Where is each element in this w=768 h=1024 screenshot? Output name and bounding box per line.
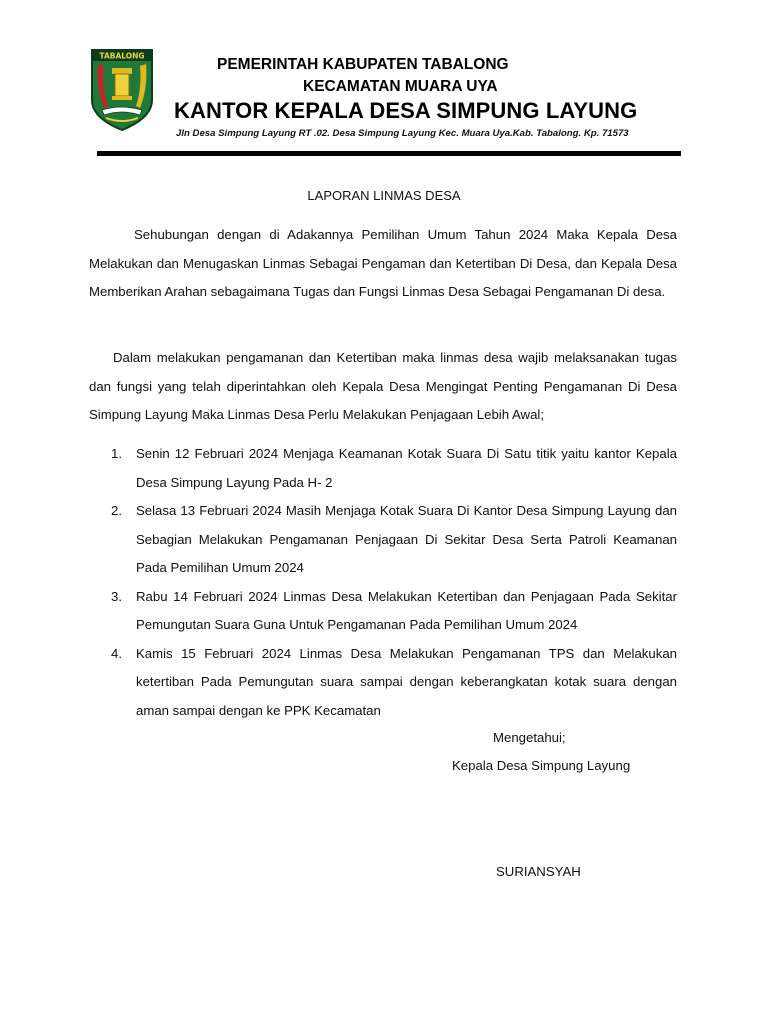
signature-name: SURIANSYAH (496, 864, 581, 879)
paragraph-intro: Sehubungan dengan di Adakannya Pemilihan Umum Tahun 2024 Maka Kepala Desa Melakukan dan Menugaskan Linmas Sebagai Pengaman dan Ketertiban Di Desa, dan Kepala Desa Memberikan Arahan sebagaimana Tugas dan Fungsi Linmas Desa Sebagai Pengamanan Di desa. (89, 227, 677, 299)
list-item (89, 583, 677, 640)
list-item-text: Kamis 15 Februari 2024 Linmas Desa Melakukan Pengamanan TPS dan Melakukan ketertiban Pada Pemungutan suara sampai dengan keberangkatan kotak suara dengan aman sampai dengan ke PPK Kecamatan (136, 645, 677, 718)
list-item-text: Rabu 14 Februari 2024 Linmas Desa Melakukan Ketertiban dan Penjagaan Pada Sekitar Pemungutan Suara Guna Untuk Pengamanan Pada Pemilihan Umum 2024 (136, 588, 677, 632)
list-item (89, 497, 677, 583)
list-item-number: 3. (111, 588, 122, 604)
list-item (89, 640, 677, 726)
signature-position: Kepala Desa Simpung Layung (452, 758, 631, 773)
signature-acknowledged: Mengetahui; (493, 730, 566, 745)
list-item-number: 1. (111, 446, 122, 461)
header-district-name: KECAMATAN MUARA UYA (303, 78, 498, 95)
logo-text: TABALONG (99, 51, 145, 61)
schedule-list (89, 440, 677, 725)
list-item-text: Selasa 13 Februari 2024 Masih Menjaga Kotak Suara Di Kantor Desa Simpung Layung dan Sebagian Melakukan Pengamanan Penjagaan Di Sekitar Desa Serta Patroli Keamanan Pada Pemilihan Umum 2024 (136, 503, 677, 575)
header-office-name: KANTOR KEPALA DESA SIMPUNG LAYUNG (174, 98, 638, 123)
list-item-text: Senin 12 Februari 2024 Menjaga Keamanan Kotak Suara Di Satu titik yaitu kantor Kepala Desa Simpung Layung Pada H- 2 (136, 446, 677, 490)
paragraph-duties: Dalam melakukan pengamanan dan Ketertiban maka linmas desa wajib melaksanakan tugas dan fungsi yang telah diperintahkan oleh Kepala Desa Mengingat Penting Pengamanan Di Desa Simpung Layung Maka Linmas Desa Perlu Melakukan Penjagaan Lebih Awal; (89, 350, 677, 422)
header-address: Jln Desa Simpung Layung RT .02. Desa Simpung Layung Kec. Muara Uya.Kab. Tabalong. Kp. 71573 (176, 128, 629, 139)
tabalong-emblem-logo (90, 48, 154, 132)
list-item-number: 4. (111, 645, 122, 661)
header-divider (97, 151, 681, 156)
header-government-name: PEMERINTAH KABUPATEN TABALONG (217, 56, 509, 73)
list-item-number: 2. (111, 503, 122, 518)
document-title: LAPORAN LINMAS DESA (307, 188, 461, 203)
list-item (89, 440, 677, 497)
